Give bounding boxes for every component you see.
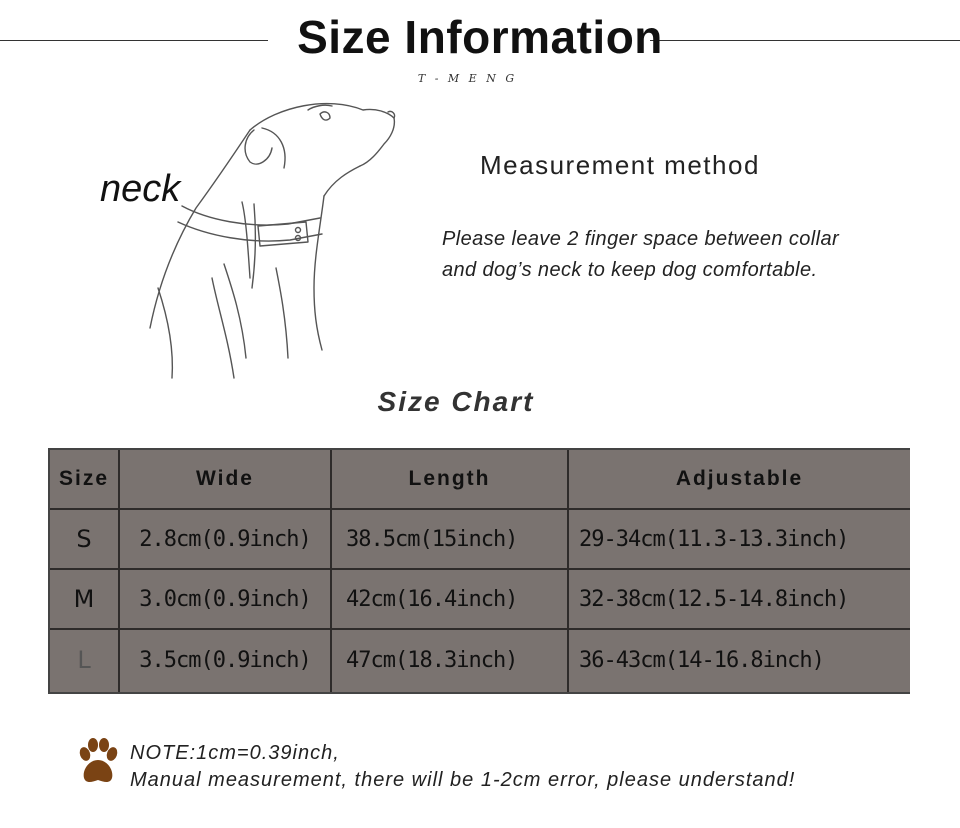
size-chart-heading: Size Chart [377,386,535,417]
measurement-method-note [442,224,902,286]
column-header-length: Length [408,467,491,490]
length-cell: 47cm(18.3inch) [346,647,518,673]
page-title: Size Information [297,11,663,63]
adjustable-cell: 32-38cm(12.5-14.8inch) [579,586,849,612]
note-disclaimer: Manual measurement, there will be 1-2cm error, please understand! [130,769,796,791]
wide-cell: 3.5cm(0.9inch) [139,647,311,673]
size-cell: L [77,646,91,674]
column-header-adjustable: Adjustable [675,467,804,490]
note-conversion: NOTE:1cm=0.39inch, [130,742,340,764]
measurement-method-heading: Measurement method [480,150,760,180]
adjustable-cell: 36-43cm(14-16.8inch) [579,647,824,673]
length-cell: 38.5cm(15inch) [346,526,518,552]
table-header-row [50,450,910,510]
neck-label: neck [100,168,181,210]
table-row [50,510,910,570]
brand-wordmark: T - M E N G [417,72,518,85]
wide-cell: 3.0cm(0.9inch) [139,586,311,612]
table-row [50,570,910,630]
adjustable-cell: 29-34cm(11.3-13.3inch) [579,526,849,552]
dog-with-collar-illustration [138,88,408,388]
column-header-wide: Wide [196,467,254,490]
size-chart-table [48,448,910,694]
wide-cell: 2.8cm(0.9inch) [139,526,311,552]
table-row [50,630,910,690]
size-cell: S [76,525,92,553]
measurement-note-line-2: and dog’s neck to keep dog comfortable. [442,259,818,281]
length-cell: 42cm(16.4inch) [346,586,518,612]
measurement-note-line-1: Please leave 2 finger space between collar [442,228,840,250]
column-header-size: Size [58,467,110,490]
paw-icon [76,738,120,786]
size-cell: M [73,585,95,613]
